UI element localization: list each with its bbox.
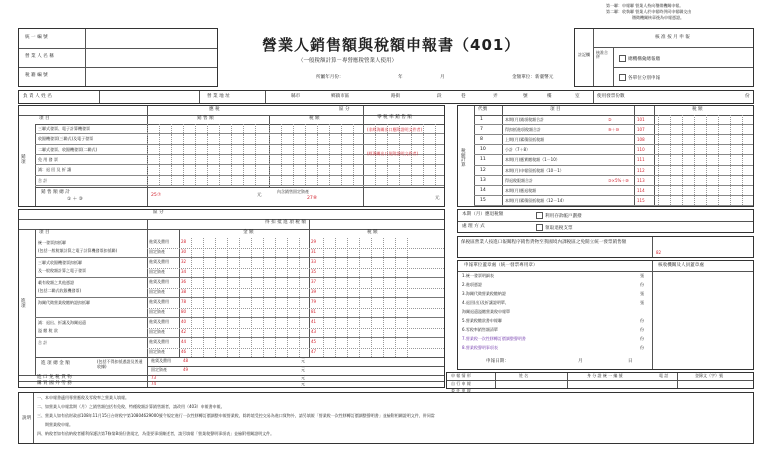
purchase-row bbox=[35, 318, 444, 338]
tax-calc-side-label: 稅 額 計 算 bbox=[461, 149, 466, 168]
purchase-tax-code: 33 bbox=[311, 259, 317, 264]
tax-code-header: 代號 bbox=[478, 107, 488, 112]
bonded-zone-box bbox=[457, 236, 754, 258]
fixed-asset-sublabel: 固定資產 bbox=[149, 289, 165, 294]
address-row bbox=[18, 90, 754, 104]
sales-total-label: 銷 售 額 總 計 bbox=[41, 190, 70, 195]
tax-row-number: 115 bbox=[637, 197, 645, 203]
note-line-3: 三、營業人如有依財政部108年11月15日台財稅字第10804629000號令規定進行一次性移轉訂價調整申報營業稅，除跨境受控交易為進口貨物外，請另填報「營業稅一次性移轉訂價調整聲明書」並檢附相關證明文件，併同當 bbox=[37, 413, 435, 418]
zero-rate-note-2: (經海關出口免附證明文件者) bbox=[367, 151, 419, 156]
tax-calculation-table bbox=[457, 105, 754, 207]
refund-method-box bbox=[457, 209, 754, 233]
purchase-amount-code: 36 bbox=[181, 279, 187, 284]
purchase-amount-code: 28 bbox=[181, 239, 187, 244]
tax-row-label: 本期(月)累積留抵稅額（12－14） bbox=[505, 197, 567, 203]
purchase-tax-code: 29 bbox=[311, 239, 317, 244]
attachment-unit: 份 bbox=[640, 282, 644, 287]
declared-day: 日 bbox=[628, 359, 633, 364]
attachment-item: 8.營業稅聲明事項表 bbox=[462, 345, 498, 350]
tax-row-number: 113 bbox=[637, 177, 645, 183]
copies-unit: 份 bbox=[745, 94, 750, 99]
purchase-side-label: 進 項 bbox=[21, 299, 26, 309]
note-line-1: 一、本申報書適用專營應稅及零稅率之營業人填報。 bbox=[37, 395, 129, 400]
notes-label: 說明 bbox=[22, 416, 32, 421]
attachment-item: 5.營業稅繳款書申報聯 bbox=[462, 318, 502, 323]
foreign-service-unit: 元 bbox=[301, 381, 305, 386]
purchase-amount-code: 40 bbox=[181, 319, 187, 324]
month-label: 月 bbox=[440, 75, 445, 80]
tax-row-label: 小計（7＋8） bbox=[505, 147, 531, 153]
purchase-amount-code: 32 bbox=[181, 259, 187, 264]
district-label: 鄉鎮市區 bbox=[331, 94, 350, 99]
purchase-row-label: 減：退出、折讓及海關退還 bbox=[38, 320, 86, 325]
tax-id-input[interactable] bbox=[87, 69, 215, 84]
form-subtitle: （一般稅額計算－專營應稅營業人使用） bbox=[298, 58, 398, 64]
import-exempt-label: 進 口 免 稅 貨 物 bbox=[37, 375, 72, 380]
attachment-item: 7.營業稅一次性移轉訂價調整聲明書 bbox=[462, 336, 526, 341]
tax-row-code: 11 bbox=[480, 157, 486, 163]
period-label: 所屬年月份： bbox=[316, 75, 344, 80]
foreign-service-label: 購 買 國 外 勞 務 bbox=[37, 381, 72, 386]
sales-row bbox=[35, 155, 444, 165]
purchase-amount-code: 44 bbox=[181, 339, 187, 344]
business-info-box bbox=[18, 28, 218, 87]
alley-label: 弄 bbox=[493, 94, 498, 99]
expense-sublabel: 進貨及費用 bbox=[149, 339, 169, 344]
tax-item-header: 項 目 bbox=[550, 107, 561, 112]
fixed-asset-sublabel: 固定資產 bbox=[149, 269, 165, 274]
declare-phone-label: 電 話 bbox=[659, 373, 669, 378]
attachment-item: 4.退回(出)及折讓證明單、 bbox=[462, 300, 509, 305]
declare-name-label: 姓 名 bbox=[519, 373, 529, 378]
purchase-row bbox=[35, 338, 444, 358]
purchase-table bbox=[18, 209, 445, 388]
tax-row bbox=[474, 176, 753, 186]
attachment-unit: 份 bbox=[640, 318, 644, 323]
sales-side-label: 銷 項 bbox=[21, 155, 26, 165]
tax-row-code: 1 bbox=[480, 117, 483, 122]
per-unit-option[interactable]: 各單位分別申報 bbox=[619, 74, 660, 82]
fixed-asset-sublabel: 固定資產 bbox=[149, 249, 165, 254]
tax-row-label: 本期(月)應退稅額 bbox=[505, 187, 537, 193]
purchase-row bbox=[35, 258, 444, 278]
land-total-unit: 元 bbox=[435, 196, 440, 201]
purchase-amount-code: 42 bbox=[181, 329, 187, 334]
tax-row bbox=[474, 196, 753, 206]
attachment-unit: 份 bbox=[640, 345, 644, 350]
city-label: 縣市 bbox=[291, 94, 301, 99]
tax-row-code: 14 bbox=[480, 187, 486, 193]
total-expense-unit: 元 bbox=[301, 358, 305, 363]
notes-box bbox=[18, 392, 754, 444]
sales-total-formula: ① ＋ ③ bbox=[67, 197, 83, 202]
sales-row bbox=[35, 134, 444, 144]
room-label: 室 bbox=[575, 94, 580, 99]
sales-row-label: 二聯式發票、收銀機發票(二聯式) bbox=[38, 146, 98, 152]
declare-login-label: 登錄文（字）號 bbox=[695, 373, 723, 378]
unit-label: 金額單位：新臺幣元 bbox=[512, 75, 554, 80]
address-label: 營 業 地 址 bbox=[207, 94, 230, 99]
purchase-row-label: 統一發票扣抵聯 bbox=[38, 240, 66, 245]
purchase-row-label: 三聯式收銀機發票扣抵聯 bbox=[38, 260, 82, 265]
purchase-tax-code: 37 bbox=[311, 279, 317, 284]
purchase-row-sublabel: 及一般稅額計算之電子發票 bbox=[38, 268, 86, 273]
sales-total-unit: 元 bbox=[257, 193, 262, 198]
circle-7: ⑦ bbox=[157, 193, 162, 198]
tax-row-number: 112 bbox=[637, 167, 645, 173]
purchase-row-label: 載有稅額之其他憑證 bbox=[38, 280, 74, 285]
attachment-unit: 份 bbox=[640, 327, 644, 332]
attachment-item: 2.進項憑證 bbox=[462, 282, 482, 287]
expense-sublabel: 進貨及費用 bbox=[149, 239, 169, 244]
declared-month: 月 bbox=[578, 359, 583, 364]
code-49: 49 bbox=[183, 367, 189, 372]
purchase-amount-code: 78 bbox=[181, 299, 187, 304]
purchase-tax-code: 41 bbox=[311, 319, 317, 324]
purchase-tax-code: 81 bbox=[311, 309, 317, 314]
purchase-row-label: 合 計 bbox=[38, 340, 48, 345]
tax-row-label: 上期(月)累積留抵稅額 bbox=[505, 137, 545, 143]
sales-row-label: 三聯式發票、電子計算機發票 bbox=[38, 126, 90, 131]
sales-row bbox=[35, 176, 444, 186]
tax-row bbox=[474, 186, 753, 196]
sales-amount-header: 銷 售 額 bbox=[197, 116, 214, 121]
code-25: 25 bbox=[151, 193, 157, 198]
purchase-tax-code: 35 bbox=[311, 269, 317, 274]
tax-row-code: 12 bbox=[480, 167, 486, 173]
tax-row bbox=[474, 135, 753, 145]
copy-note-2: 第二聯：收執聯 營業人於申報時併同申報聯交由 bbox=[606, 9, 692, 14]
sales-row-label: 合 計 bbox=[38, 177, 48, 183]
total-unit-option[interactable]: 總機構彙總報繳 bbox=[619, 55, 660, 63]
tax-row-label: 本期(月)銷項稅額合計 bbox=[505, 117, 545, 122]
attachment-unit: 份 bbox=[640, 336, 644, 341]
bonded-zone-text: 保稅區營業人按進口報關程序銷售貨物至我國境內課稅區之免開立統一發票銷售額 bbox=[461, 240, 627, 245]
tax-row-mark: ② bbox=[608, 117, 612, 122]
tax-row-code: 10 bbox=[480, 147, 486, 153]
tax-row-number: 107 bbox=[637, 127, 645, 133]
number-label: 號 bbox=[523, 94, 528, 99]
purchase-amount-header: 金 額 bbox=[243, 230, 254, 235]
purchase-section-header: 區 分 bbox=[153, 210, 164, 215]
note-line-5: 四、納稅者如有依納稅者權利保護法第7條第8項但書規定，為重要事項陳述者，請另填報「營業稅聲明事項表」並檢附相關證明文件。 bbox=[37, 431, 275, 436]
zero-rate-note-1: (非經海關出口應附證明文件者) bbox=[367, 127, 423, 132]
copy-note-1: 第一聯：申報聯 營業人持向稽徵機關申報。 bbox=[606, 3, 684, 8]
tax-row-label: 得退稅限額合計 bbox=[505, 177, 533, 183]
purchase-tax-code: 47 bbox=[311, 349, 317, 354]
fixed-asset-sublabel: 固定資產 bbox=[149, 309, 165, 314]
tax-row-code: 13 bbox=[480, 177, 486, 183]
tax-row bbox=[474, 115, 753, 125]
purchase-amount-code: 80 bbox=[181, 309, 187, 314]
tax-row-code: 8 bbox=[480, 137, 483, 143]
refund-option-bank[interactable]: 利用存款帳戶劃撥 bbox=[536, 212, 582, 220]
sales-table bbox=[18, 105, 445, 207]
purchase-tax-code: 39 bbox=[311, 289, 317, 294]
tax-amount-header: 稅 額 bbox=[309, 116, 320, 121]
invoice-copies-label: 使用發票份數 bbox=[597, 94, 625, 99]
purchase-amount-code: 38 bbox=[181, 289, 187, 294]
road-label: 路街 bbox=[391, 94, 401, 99]
expense-sublabel: 進貨及費用 bbox=[149, 259, 169, 264]
tax-header: 稅 額 bbox=[692, 107, 703, 112]
business-name-label: 營 業 人 名 稱 bbox=[25, 54, 54, 59]
note-line-4: 期營業稅申報。 bbox=[37, 422, 73, 427]
tax-row-code: 7 bbox=[480, 127, 483, 133]
sales-row-label: 收銀機發票(三聯式)及電子發票 bbox=[38, 136, 94, 142]
responsible-label: 負 責 人 姓 名 bbox=[23, 94, 52, 99]
tax-row bbox=[474, 166, 753, 176]
tax-row-label: 本期(月)應實繳稅額（1－10） bbox=[505, 157, 560, 163]
declare-status-label: 申 報 情 形 bbox=[451, 373, 471, 378]
fixed-asset-sublabel: 固定資產 bbox=[149, 329, 165, 334]
uniform-number-input[interactable] bbox=[87, 31, 215, 46]
purchase-row bbox=[35, 298, 444, 318]
taxable-header: 應 稅 bbox=[209, 107, 220, 112]
attachment-unit: 張 bbox=[640, 300, 644, 305]
purchase-row-label: 海關代徵營業稅繳納證扣抵聯 bbox=[38, 300, 90, 305]
refund-method-label: 處 理 方 式 bbox=[462, 224, 485, 229]
declaration-row bbox=[446, 372, 754, 393]
zero-rate-header: 零 稅 率 銷 售 額 bbox=[377, 115, 412, 120]
attachment-unit: 張 bbox=[640, 273, 644, 278]
fixed-asset-sublabel: 固定資產 bbox=[149, 349, 165, 354]
registered-label: 註記欄 bbox=[578, 52, 590, 57]
tax-row-number: 108 bbox=[637, 137, 645, 143]
purchase-header: 得 扣 抵 進 項 稅 額 bbox=[265, 220, 306, 225]
total-asset-unit: 元 bbox=[301, 367, 305, 372]
tax-row bbox=[474, 145, 753, 155]
lane-label: 巷 bbox=[461, 94, 466, 99]
attachment-unit: 張 bbox=[640, 291, 644, 296]
approval-label: 核 准 按 月 申 報 bbox=[655, 35, 690, 40]
tax-row-number: 101 bbox=[637, 117, 645, 122]
purchase-total-asset-label: 固定資產 bbox=[151, 367, 167, 372]
form-title: 營業人銷售額與稅額申報書（401） bbox=[262, 36, 521, 54]
circle-8: ⑧ bbox=[313, 196, 318, 201]
purchase-total-note: (包括不得扣抵憑證及普通收據) bbox=[97, 359, 143, 369]
section-label: 段 bbox=[437, 94, 442, 99]
code-82: 82 bbox=[656, 250, 662, 255]
declared-date-label: 申報日期： bbox=[486, 359, 509, 364]
tax-row bbox=[474, 125, 753, 135]
note-line-2: 二、如營業人申報當期（月）之銷售額包括有免稅、特種稅額計算銷售額者，請改用（403）申報書申報。 bbox=[37, 404, 225, 409]
attachment-item: 海關退還溢繳營業稅申報單 bbox=[462, 309, 510, 314]
refund-label: 本期（月）應退稅額 bbox=[462, 212, 504, 217]
purchase-tax-code: 43 bbox=[311, 329, 317, 334]
purchase-row-sublabel: (包括二聯式收銀機發票) bbox=[38, 288, 82, 293]
section-header: 區 分 bbox=[339, 107, 350, 112]
purchase-row bbox=[35, 238, 444, 258]
purchase-tax-code: 45 bbox=[311, 339, 317, 344]
tax-row-mark: ⑨＋⑩ bbox=[608, 127, 620, 133]
purchase-tax-code: 79 bbox=[311, 299, 317, 304]
purchase-item-header: 項 目 bbox=[39, 230, 50, 235]
tax-row-number: 110 bbox=[637, 147, 645, 153]
purchase-amount-code: 46 bbox=[181, 349, 187, 354]
code-74: 74 bbox=[151, 381, 157, 386]
purchase-total-expense-label: 進貨及費用 bbox=[151, 358, 171, 363]
tax-row-label: 得扣抵進項稅額合計 bbox=[505, 127, 541, 133]
stamp-box bbox=[457, 260, 754, 370]
purchase-row-sublabel: 溢 繳 稅 款 bbox=[38, 328, 58, 333]
tax-id-label: 稅 籍 編 號 bbox=[25, 73, 48, 78]
expense-sublabel: 進貨及費用 bbox=[149, 319, 169, 324]
purchase-amount-code: 30 bbox=[181, 249, 187, 254]
sales-row bbox=[35, 165, 444, 175]
purchase-amount-code: 34 bbox=[181, 269, 187, 274]
sales-row-label: 免 用 發 票 bbox=[38, 157, 58, 162]
tax-row-mark: ③×5%＋⑩ bbox=[608, 177, 629, 183]
purchase-tax-code: 31 bbox=[311, 249, 317, 254]
registration-box bbox=[574, 28, 754, 87]
purchase-total-label: 進 項 總 金 額 bbox=[41, 361, 70, 366]
land-note: 內含銷售固定資產 bbox=[277, 189, 309, 194]
refund-option-check[interactable]: 領取退稅支票 bbox=[536, 224, 573, 232]
expense-sublabel: 進貨及費用 bbox=[149, 299, 169, 304]
year-label: 年 bbox=[398, 75, 403, 80]
items-header: 項 目 bbox=[39, 116, 50, 121]
business-name-input[interactable] bbox=[87, 50, 215, 65]
tax-row-number: 114 bbox=[637, 187, 645, 193]
self-declare-label[interactable]: 自 行 申 報 bbox=[451, 381, 471, 386]
approved-merge-label: 核准合併 bbox=[596, 50, 608, 59]
tax-row-label: 本期(月)申報留抵稅額（10－1） bbox=[505, 167, 564, 173]
floor-label: 樓 bbox=[547, 94, 552, 99]
code-73: 73 bbox=[151, 375, 157, 380]
purchase-tax-header: 稅 額 bbox=[367, 230, 378, 235]
code-48: 48 bbox=[183, 358, 189, 363]
attachment-item: 6.零稅率銷售額清單 bbox=[462, 327, 498, 332]
tax-row-number: 111 bbox=[637, 157, 645, 163]
attachment-item: 3.海關代徵營業稅繳納證 bbox=[462, 291, 506, 296]
tax-row bbox=[474, 155, 753, 165]
purchase-row bbox=[35, 278, 444, 298]
code-27: 27 bbox=[307, 196, 313, 201]
stamp-header-right: 核收機關及人員蓋章處 bbox=[658, 263, 704, 268]
expense-sublabel: 進貨及費用 bbox=[149, 279, 169, 284]
copy-note-3: 稽徵機關核章後為申報憑證。 bbox=[632, 15, 684, 20]
purchase-row-sublabel: (包括一般稅額計算之電子計算機發票扣抵聯) bbox=[38, 248, 118, 253]
tax-row-code: 15 bbox=[480, 197, 486, 203]
uniform-number-label: 統 一 編 號 bbox=[25, 35, 48, 40]
sales-row-label: 減：退 回 及 折 讓 bbox=[38, 167, 72, 173]
agent-declare-label[interactable]: 委 任 申 報 bbox=[451, 388, 471, 393]
stamp-header-left: 申報單位蓋章處（統一發票專用章） bbox=[464, 263, 538, 268]
import-exempt-unit: 元 bbox=[301, 375, 305, 380]
declare-id-label: 身 分 證 統 一 編 號 bbox=[587, 373, 623, 378]
attachment-item: 1.統一發票明細表 bbox=[462, 273, 494, 278]
